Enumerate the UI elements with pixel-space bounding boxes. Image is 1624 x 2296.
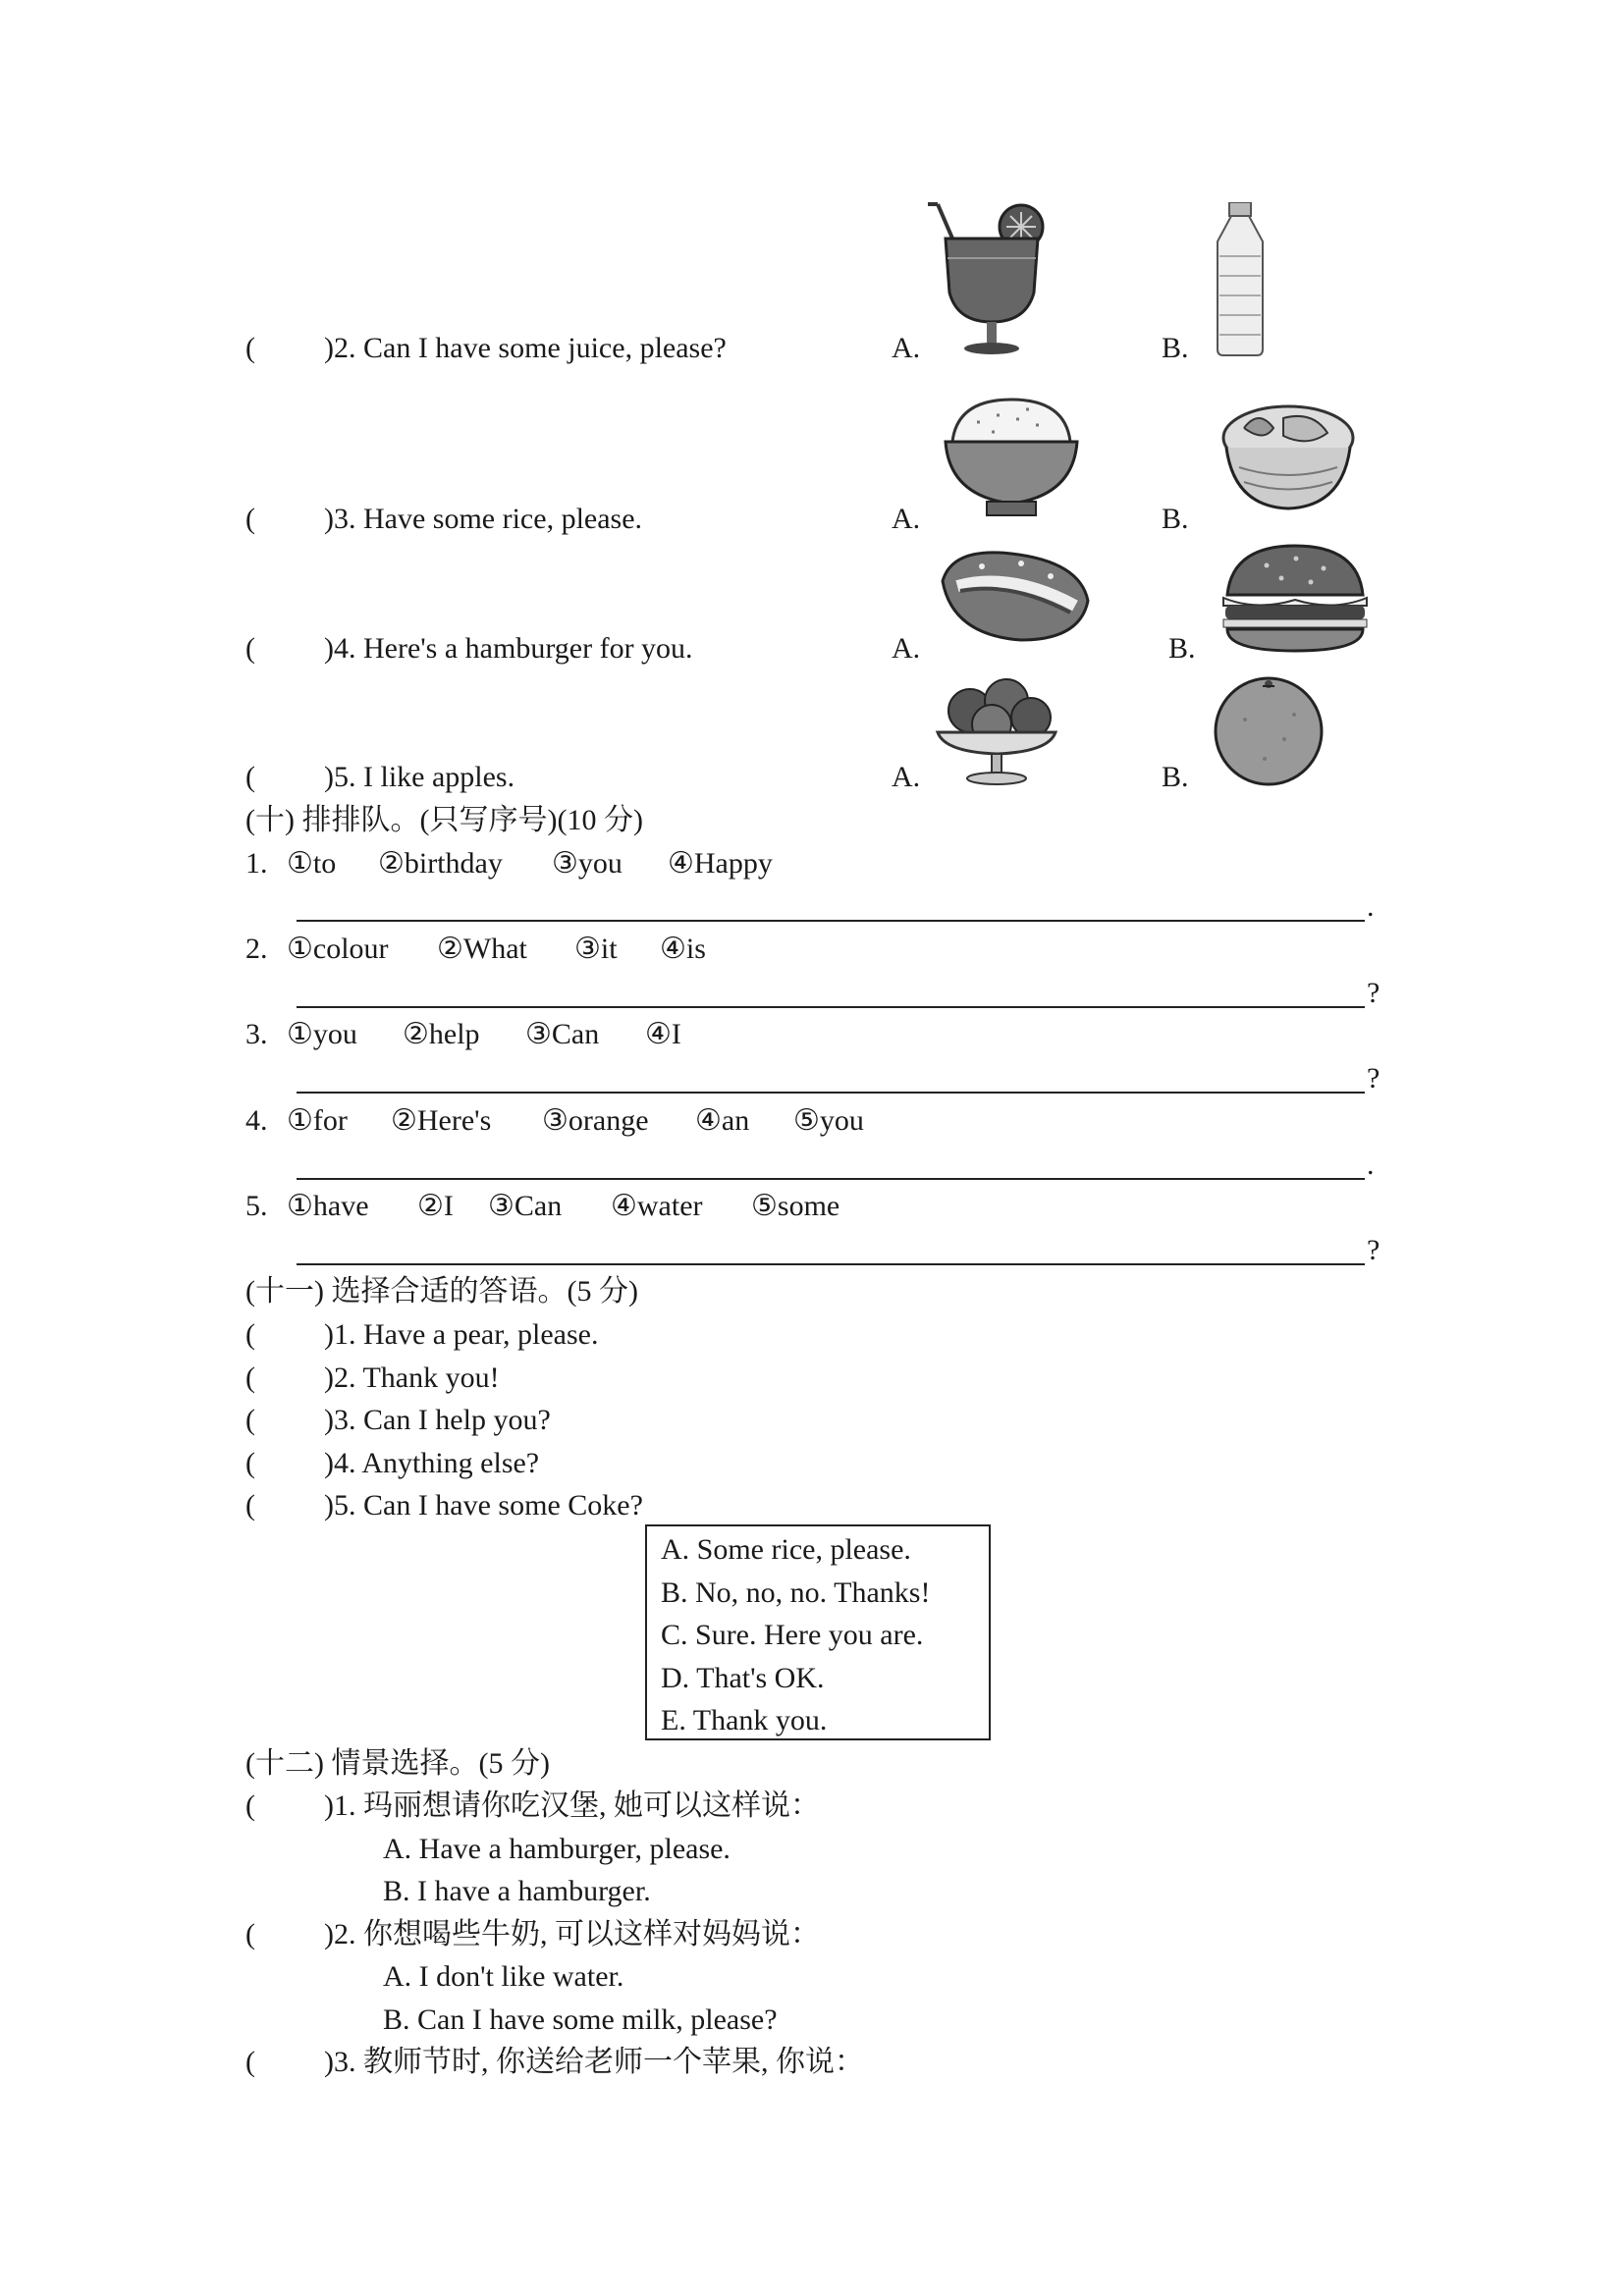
word-option: ⑤some [751, 1190, 840, 1222]
choice-option: A. Have a hamburger, please. [383, 1833, 731, 1865]
apple-bowl-icon [933, 673, 1060, 787]
answer-paren[interactable]: ( [245, 1489, 255, 1522]
answer-line[interactable] [297, 1006, 1365, 1008]
section-heading: (十一) 选择合适的答语。(5 分) [245, 1275, 638, 1308]
question-text: )3. Have some rice, please. [324, 503, 643, 535]
word-option: ②help [403, 1018, 480, 1050]
question-text: )2. 你想喝些牛奶, 可以这样对妈妈说： [324, 1918, 820, 1950]
question-text: )3. 教师节时, 你送给老师一个苹果, 你说： [324, 2046, 864, 2078]
end-punctuation: ? [1367, 977, 1380, 1009]
word-option: ②birthday [378, 847, 503, 880]
option-a-label: A. [892, 632, 921, 665]
question-text: )3. Can I help you? [324, 1404, 551, 1436]
question-text: )2. Thank you! [324, 1362, 500, 1394]
answer-paren[interactable]: ( [245, 761, 255, 793]
section-heading: (十) 排排队。(只写序号)(10 分) [245, 804, 643, 836]
answer-line[interactable] [297, 1092, 1365, 1094]
word-option: ④an [695, 1104, 750, 1137]
answer-option: D. That's OK. [661, 1662, 825, 1694]
end-punctuation: ? [1367, 1062, 1380, 1095]
word-option: ①have [287, 1190, 369, 1222]
rice-bowl-icon [938, 388, 1085, 525]
option-b-label: B. [1168, 632, 1196, 665]
hamburger-icon [1218, 541, 1373, 659]
end-punctuation: . [1367, 890, 1375, 923]
choice-option: B. Can I have some milk, please? [383, 2003, 778, 2036]
noodle-bowl-icon [1215, 389, 1362, 526]
answer-option: E. Thank you. [661, 1704, 828, 1736]
answer-paren[interactable]: ( [245, 1404, 255, 1436]
answer-options-box [645, 1524, 991, 1740]
end-punctuation: . [1367, 1148, 1375, 1181]
answer-option: B. No, no, no. Thanks! [661, 1576, 931, 1609]
word-option: ②I [417, 1190, 454, 1222]
word-option: ④Happy [668, 847, 773, 880]
word-option: ③Can [488, 1190, 563, 1222]
answer-paren[interactable]: ( [245, 1918, 255, 1950]
answer-line[interactable] [297, 1178, 1365, 1180]
answer-paren[interactable]: ( [245, 1447, 255, 1479]
word-option: ③Can [525, 1018, 600, 1050]
answer-paren[interactable]: ( [245, 1362, 255, 1394]
answer-paren[interactable]: ( [245, 1789, 255, 1822]
question-text: )1. Have a pear, please. [324, 1318, 599, 1351]
question-text: )2. Can I have some juice, please? [324, 332, 727, 364]
question-text: )4. Here's a hamburger for you. [324, 632, 693, 665]
word-option: ②What [437, 933, 527, 965]
word-option: ③you [552, 847, 623, 880]
answer-option: C. Sure. Here you are. [661, 1619, 924, 1651]
option-b-label: B. [1162, 503, 1189, 535]
question-text: )5. I like apples. [324, 761, 515, 793]
word-option: ④is [660, 933, 706, 965]
item-number: 3. [245, 1018, 268, 1050]
answer-option: A. Some rice, please. [661, 1533, 911, 1566]
juice-glass-icon [928, 199, 1052, 358]
word-option: ①you [287, 1018, 357, 1050]
word-option: ⑤you [793, 1104, 864, 1137]
option-a-label: A. [892, 503, 921, 535]
option-b-label: B. [1162, 332, 1189, 364]
word-option: ①for [287, 1104, 348, 1137]
option-a-label: A. [892, 332, 921, 364]
answer-paren[interactable]: ( [245, 332, 255, 364]
answer-line[interactable] [297, 920, 1365, 922]
item-number: 1. [245, 847, 268, 880]
section-heading: (十二) 情景选择。(5 分) [245, 1747, 550, 1780]
water-bottle-icon [1210, 202, 1271, 357]
word-option: ①colour [287, 933, 389, 965]
item-number: 4. [245, 1104, 268, 1137]
word-option: ③orange [542, 1104, 649, 1137]
word-option: ④water [611, 1190, 703, 1222]
word-option: ①to [287, 847, 337, 880]
answer-paren[interactable]: ( [245, 1318, 255, 1351]
choice-option: B. I have a hamburger. [383, 1875, 651, 1907]
word-option: ④I [645, 1018, 681, 1050]
item-number: 5. [245, 1190, 268, 1222]
option-b-label: B. [1162, 761, 1189, 793]
item-number: 2. [245, 933, 268, 965]
hotdog-icon [933, 542, 1095, 658]
question-text: )1. 玛丽想请你吃汉堡, 她可以这样说： [324, 1789, 820, 1822]
word-option: ③it [574, 933, 618, 965]
answer-line[interactable] [297, 1263, 1365, 1265]
question-text: )4. Anything else? [324, 1447, 540, 1479]
word-option: ②Here's [391, 1104, 492, 1137]
answer-paren[interactable]: ( [245, 503, 255, 535]
option-a-label: A. [892, 761, 921, 793]
orange-icon [1206, 670, 1331, 788]
choice-option: A. I don't like water. [383, 1960, 624, 1993]
answer-paren[interactable]: ( [245, 2046, 255, 2078]
question-text: )5. Can I have some Coke? [324, 1489, 643, 1522]
answer-paren[interactable]: ( [245, 632, 255, 665]
end-punctuation: ? [1367, 1234, 1380, 1266]
